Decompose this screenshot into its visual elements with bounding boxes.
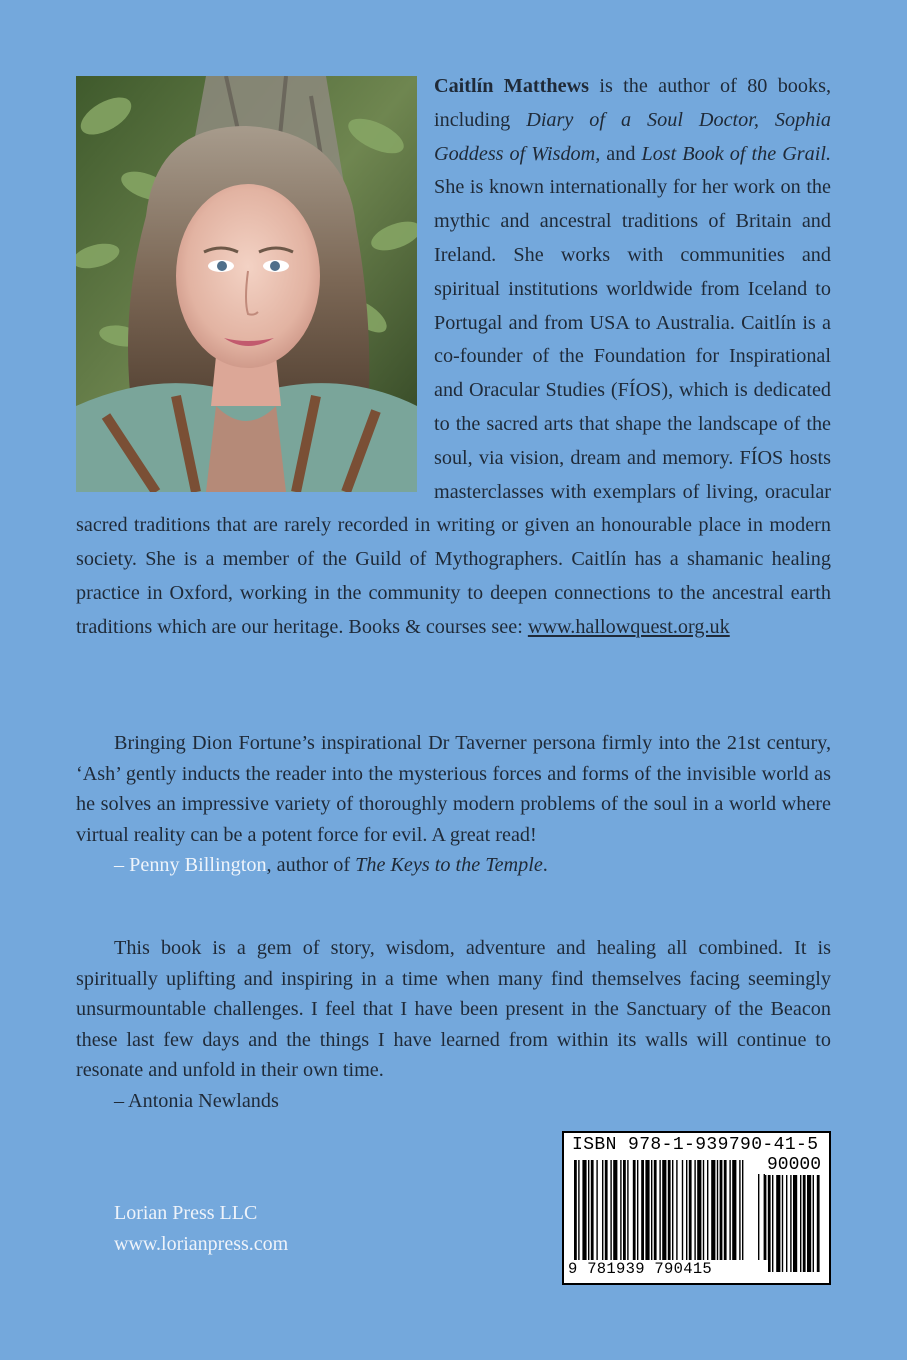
bio-book-titles-1: Diary of a Soul Doctor, Sophia Goddess of Wisdom, — [434, 108, 831, 165]
barcode-addon-bar — [764, 1174, 767, 1272]
barcode-addon-bar — [800, 1174, 801, 1272]
barcode-bar — [707, 1160, 708, 1272]
barcode-bar — [627, 1160, 628, 1272]
author-website-link[interactable]: www.hallowquest.org.uk — [527, 615, 730, 638]
barcode-addon-bar — [776, 1174, 780, 1272]
publisher-website[interactable]: www.lorianpress.com — [114, 1233, 289, 1255]
barcode-bar — [578, 1160, 579, 1272]
barcode-bar — [588, 1160, 589, 1272]
review-2-attribution: – Antonia Newlands — [114, 1089, 279, 1112]
barcode-bar — [689, 1160, 692, 1272]
barcode-bar — [711, 1160, 715, 1272]
review-1-attr-text: , author of — [266, 854, 356, 877]
review-2-text: This book is a gem of story, wisdom, adventure and healing all combined. It is spiritually uplifting and inspiring in a time when many find themselves facing seemingly unsurmountable challenges. I feel that I have been present in the Sanctuary of the Beacon these last few days and the things I have learned from within its walls will continue to resonate and unfold in their own time. — [76, 937, 831, 1082]
barcode-bar — [613, 1160, 617, 1272]
barcode-bar — [602, 1160, 603, 1272]
barcode-addon-bar — [768, 1174, 771, 1272]
bio-text-1: is the author of 80 books, including — [434, 75, 831, 131]
isbn-label: ISBN 978-1-939790-41-5 — [572, 1135, 819, 1155]
barcode-bar — [610, 1160, 611, 1272]
review-1-reviewer: Penny Billington — [129, 854, 267, 877]
price-code: 90000 — [766, 1155, 821, 1175]
barcode-bar — [686, 1160, 687, 1272]
barcode-bar — [724, 1160, 727, 1272]
barcode-bar — [651, 1160, 652, 1272]
barcode-digits: 9 781939 790415 — [568, 1260, 768, 1278]
barcode-bar — [659, 1160, 660, 1272]
barcode-bar — [633, 1160, 636, 1272]
barcode-bar — [729, 1160, 730, 1272]
barcode-bar — [654, 1160, 657, 1272]
barcode-addon-bar — [803, 1174, 806, 1272]
barcode-bar — [732, 1160, 736, 1272]
review-1-dash: – — [114, 854, 130, 877]
review-1 — [76, 728, 831, 881]
review-1-attr-end: . — [542, 854, 548, 877]
barcode-addon-bar — [782, 1174, 783, 1272]
photo-spacer — [76, 70, 434, 506]
barcode-bar — [641, 1160, 644, 1272]
barcode-bar — [645, 1160, 649, 1272]
author-bio — [76, 70, 831, 645]
barcode-bar — [591, 1160, 594, 1272]
bio-book-title-2: Lost Book of the Grail. — [641, 142, 831, 165]
isbn-barcode — [562, 1131, 831, 1285]
barcode-bar — [623, 1160, 626, 1272]
barcode-bar — [682, 1160, 683, 1272]
bio-text-3: She is known internationally for her work on the mythic and ancestral traditions of Britain and Ireland. She works with communities and spiritual institutions worldwide from Iceland to Portugal and from USA to Australia. Caitlín is a co-founder of the Foundation for Inspirational and Oracular Studies (FÍOS), which is dedicated to the sacred arts that shape the landscape of the soul, via vision, dream and memory. FÍOS hosts masterclasses with exemplars of living, oracular sacred traditions that are rarely recorded in writing or given an honourable place in modern society. She is a member of the Guild of Mythographers. Caitlín has a shamanic healing practice in Oxford, working in the community to deepen connections to the ancestral earth traditions which are our heritage. Books & courses see: — [76, 176, 831, 638]
bio-text-2: and — [600, 142, 642, 165]
barcode-bar — [620, 1160, 621, 1272]
review-2 — [76, 933, 831, 1117]
review-1-text: Bringing Dion Fortune’s inspirational Dr Taverner persona firmly into the 21st century, ‘Ash’ gently inducts the reader into the mysterious forces and forms of the invisible world as he solves an impressive variety of thoroughly modern problems of the soul in a world where virtual reality can be a potent force for evil. A great read! — [76, 732, 831, 846]
publisher-info — [114, 1198, 288, 1260]
barcode-bar — [739, 1160, 740, 1272]
barcode-bar — [672, 1160, 673, 1272]
barcode-addon-bar — [793, 1174, 797, 1272]
barcode-bar — [596, 1160, 597, 1272]
barcode-bar — [662, 1160, 666, 1272]
barcode-addon-bar — [758, 1174, 759, 1272]
barcode-addon-bar — [817, 1174, 820, 1272]
barcode-addon-bar — [807, 1174, 811, 1272]
barcode-bars-svg — [570, 1160, 823, 1272]
barcode-bar — [605, 1160, 608, 1272]
barcode-bar — [668, 1160, 671, 1272]
barcode-bar — [703, 1160, 704, 1272]
author-name: Caitlín Matthews — [434, 75, 589, 97]
review-1-book-title: The Keys to the Temple — [355, 854, 543, 877]
barcode-bar — [720, 1160, 723, 1272]
barcode-bars — [570, 1160, 823, 1272]
barcode-bar — [574, 1160, 577, 1272]
barcode-bar — [717, 1160, 718, 1272]
barcode-addon-bar — [772, 1174, 773, 1272]
barcode-addon-bar — [790, 1174, 791, 1272]
barcode-bar — [637, 1160, 638, 1272]
barcode-bar — [697, 1160, 701, 1272]
barcode-bar — [676, 1160, 677, 1272]
barcode-bar — [582, 1160, 586, 1272]
barcode-bar — [742, 1160, 743, 1272]
barcode-bar — [694, 1160, 695, 1272]
barcode-addon-bar — [813, 1174, 814, 1272]
publisher-name: Lorian Press LLC — [114, 1202, 258, 1224]
barcode-addon-bar — [786, 1174, 787, 1272]
review-1-attribution — [76, 850, 831, 881]
